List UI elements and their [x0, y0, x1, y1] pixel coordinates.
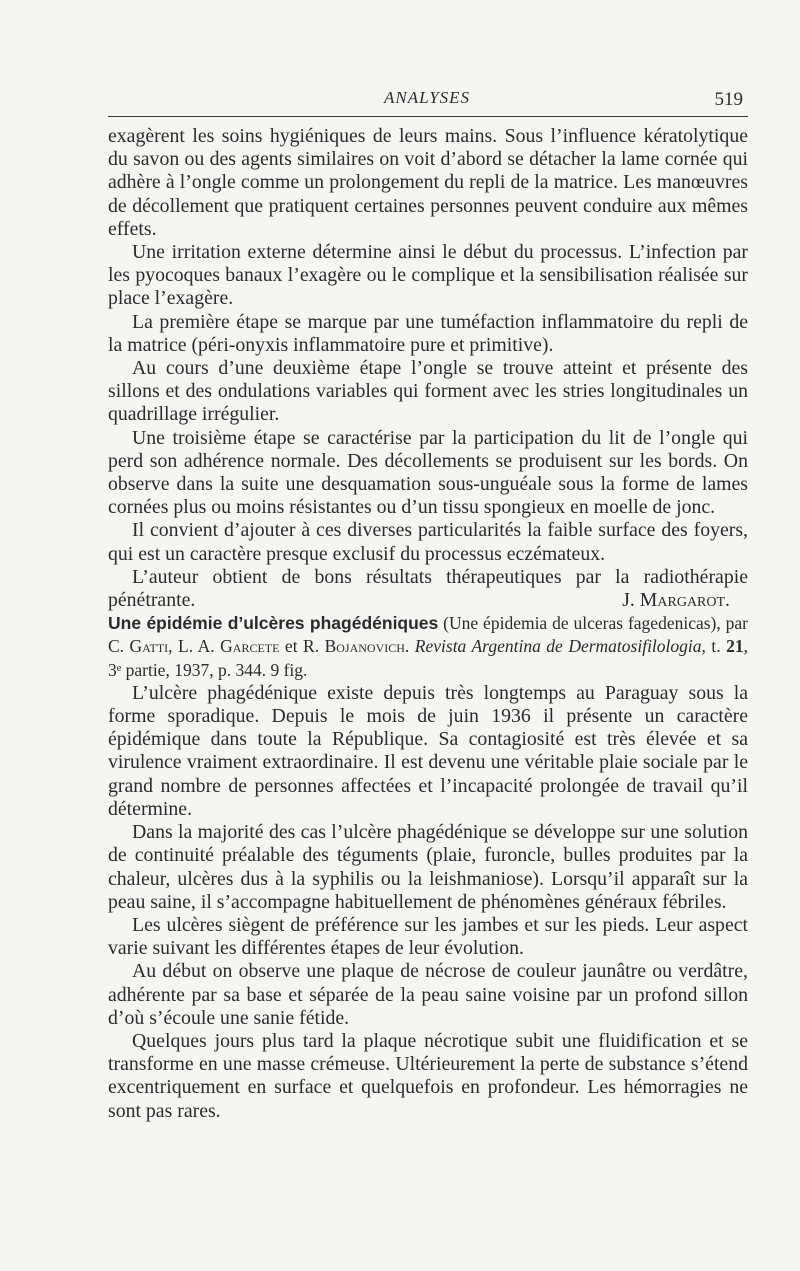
reference-text: , t. [701, 636, 727, 657]
paragraph: L’auteur obtient de bons résultats thérapeutiques par la radiothérapie [132, 565, 748, 588]
running-header [109, 88, 745, 114]
reference-text: , [168, 636, 179, 657]
paragraph: exagèrent les soins hygiéniques de leurs mains. Sous l’influence kératolytique du savon ou des agents similaires on voit d’abord se détacher la lame cornée qui adhère à l’ongle comme un prolongement du repli de la matrice. Les manœuvres de décollement que pratiquent certaines personnes peuvent conduire aux mêmes effets. [108, 125, 748, 240]
page-body [108, 125, 748, 1123]
reference-text: et [279, 636, 304, 657]
reference-text: . [404, 636, 415, 657]
paragraph: Dans la majorité des cas l’ulcère phagédénique se développe sur une solution de continuité préalable des téguments (plaie, furoncle, bulles produites par la chaleur, ulcères dus à la syphilis ou la leishmaniose). Lorsqu’il apparaît sur la peau saine, il s’accompagne habituellement de phénomènes généraux fébriles. [108, 821, 748, 913]
paragraph: Quelques jours plus tard la plaque nécrotique subit une fluidification et se transforme en une masse crémeuse. Ultérieurement la perte de substance s’étend excentriquement en surface et quelquefois en profondeur. Les hémorragies ne sont pas rares. [108, 1029, 748, 1122]
paragraph: Une troisième étape se caractérise par la participation du lit de l’ongle qui perd son adhérence normale. Des décollements se produisent sur les bords. On observe dans la suite une desquamation sous-unguéale sous la forme de lames cornées plus ou moins résistantes ou d’un tissu spongieux en moelle de jonc. [108, 426, 748, 519]
paragraph: L’ulcère phagédénique existe depuis très longtemps au Paraguay sous la forme sporadique. Depuis le mois de juin 1936 il présente un caractère épidémique dans toute la République. Sa contagiosité est très élevée et sa virulence vraiment extraordinaire. Il est devenu une véritable plaie sociale par le grand nombre de personnes affectées et l’incapacité prolongée de travail qu’il détermine. [108, 681, 748, 820]
author-signature: J. Margarot. [622, 589, 730, 612]
paragraph: Une irritation externe détermine ainsi le début du processus. L’infection par les pyocoques banaux l’exagère ou le complique et la sensibilisation réalisée sur place l’exagère. [108, 241, 748, 310]
paragraph: Au début on observe une plaque de nécrose de couleur jaunâtre ou verdâtre, adhérente par sa base et séparée de la peau saine voisine par un profond sillon d’où s’écoule une sanie fétide. [108, 960, 748, 1029]
paragraph: Il convient d’ajouter à ces diverses particularités la faible surface des foyers, qui est un caractère presque exclusif du processus eczémateux. [108, 519, 748, 565]
running-title: ANALYSES [383, 88, 471, 107]
paragraph: La première étape se marque par une tuméfaction inflammatoire du repli de la matrice (péri-onyxis inflammatoire pure et primitive). [108, 310, 748, 356]
reference-text: (Une épidemia de ulceras fagedenicas), par [438, 613, 748, 634]
volume-number: 21 [726, 636, 744, 657]
page-number: 519 [714, 89, 743, 110]
signature-line [108, 589, 748, 612]
reference-text: , 3ᵉ partie, 1937, p. 344. 9 fig. [108, 636, 748, 680]
author-name: R. Bojanovich [303, 636, 405, 657]
paragraph: Les ulcères siègent de préférence sur les jambes et sur les pieds. Leur aspect varie suivant les différentes étapes de leur évolution. [108, 913, 748, 960]
paragraph-end: pénétrante. [108, 589, 196, 612]
author-name: C. Gatti [108, 636, 169, 657]
journal-name: Revista Argentina de Dermatosifilologia [414, 636, 702, 657]
paragraph: Au cours d’une deuxième étape l’ongle se trouve atteint et présente des sillons et des ondulations variables qui forment avec les stries longitudinales un quadrillage irrégulier. [108, 357, 748, 426]
article-reference [108, 612, 748, 682]
article-title: Une épidémie d’ulcères phagédéniques [108, 613, 439, 634]
author-name: L. A. Garcete [178, 636, 280, 657]
header-rule [108, 116, 748, 117]
